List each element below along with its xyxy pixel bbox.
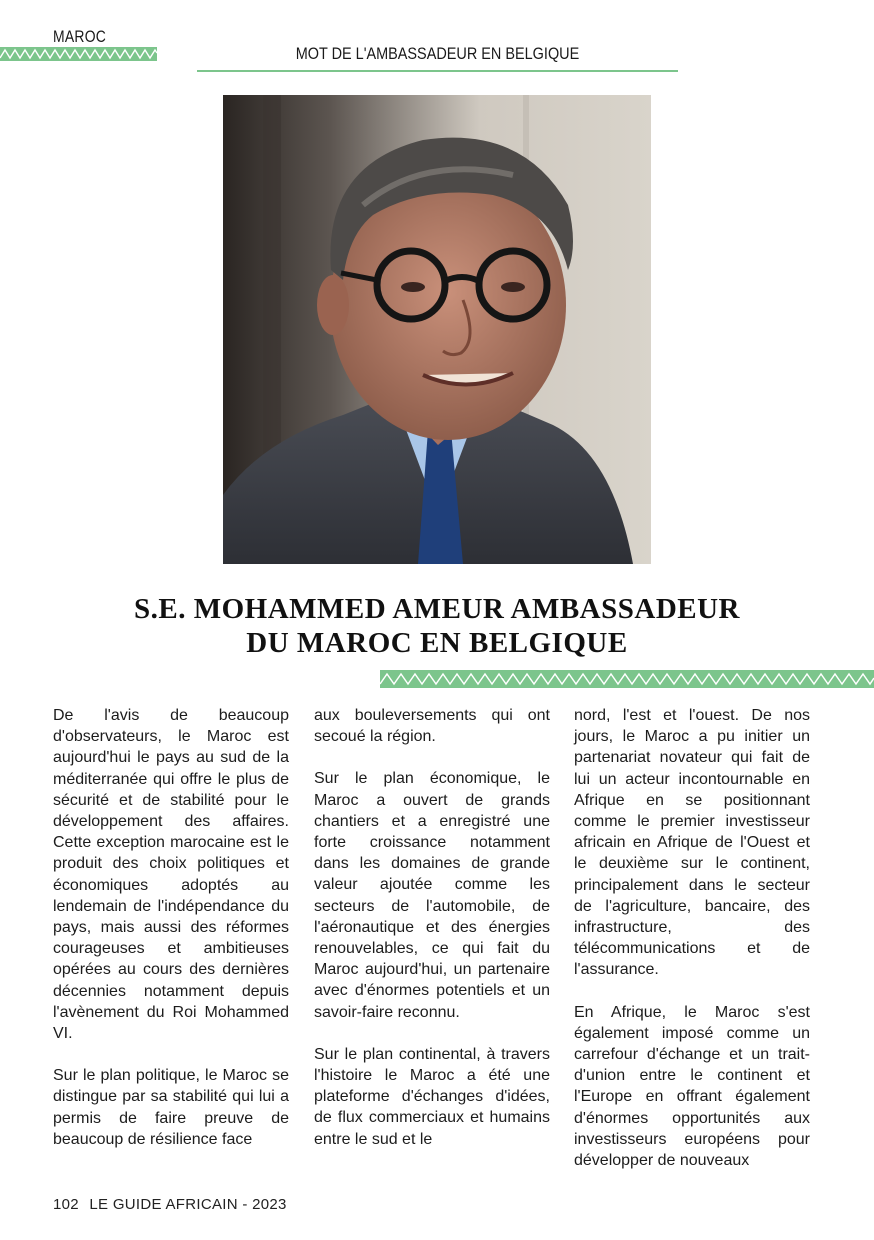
headline <box>0 592 874 660</box>
paragraph: De l'avis de beaucoup d'observateurs, le Maroc est aujourd'hui le pays au sud de la méditerranée qui offre le plus de sécurité et de stabilité pour le développement des affaires. Cette exception marocaine est le produit des choix politiques et économiques adoptés au lendemain de l'indépendance du pays, mais aussi des réformes courageuses et ambitieuses opérées au cours des dernières décennies notamment depuis l'avènement du Roi Mohammed VI. <box>53 707 289 1043</box>
article-column-1 <box>53 705 289 1171</box>
paragraph: nord, l'est et l'ouest. De nos jours, le Maroc a pu initier un partenariat novateur qui fait de lui un acteur incontournable en Afrique en se positionnant comme le premier investisseur africain en Afrique de l'Ouest et le deuxième sur le continent, principalement dans le secteur de l'agriculture, bancaire, des infrastructure, des télécommunications et de l'assurance. <box>574 707 810 979</box>
publication-name: LE GUIDE AFRICAIN - 2023 <box>89 1196 287 1213</box>
article-column-3 <box>574 705 810 1192</box>
page-number: 102 <box>53 1196 79 1213</box>
paragraph: En Afrique, le Maroc s'est également imposé comme un carrefour d'échange et un trait-d'union entre le continent et l'Europe en offrant également d'énormes opportunités aux investisseurs européens pour développer de nouveaux <box>574 1003 810 1170</box>
headline-line-2: DU MAROC EN BELGIQUE <box>246 627 628 659</box>
zigzag-pattern-icon <box>380 670 874 688</box>
page-footer <box>53 1196 293 1213</box>
ambassador-portrait-photo <box>223 95 651 564</box>
paragraph: aux bouleversements qui ont secoué la région. <box>314 707 550 746</box>
header-divider <box>197 70 678 72</box>
page-section-title: MOT DE L'AMBASSADEUR EN BELGIQUE <box>295 44 580 63</box>
paragraph: Sur le plan économique, le Maroc a ouvert de grands chantiers et a enregistré une forte croissance notamment dans les domaines de grande valeur ajoutée comme les secteurs de l'automobile, de l'aéronautique et des énergies renouvelables, ce qui fait du Maroc aujourd'hui, un partenaire avec d'énormes potentiels et un savoir-faire reconnu. <box>314 770 550 1021</box>
paragraph: Sur le plan continental, à travers l'histoire le Maroc a été une plateforme d'échanges d'idées, de flux commerciaux et humains entre le sud et le <box>314 1045 550 1148</box>
section-label: MAROC <box>53 27 107 46</box>
zigzag-pattern-icon <box>0 47 157 61</box>
paragraph: Sur le plan politique, le Maroc se distingue par sa stabilité qui lui a permis de faire preuve de beaucoup de résilience face <box>53 1067 289 1148</box>
article-column-2 <box>314 705 550 1171</box>
headline-line-1: S.E. MOHAMMED AMEUR AMBASSADEUR <box>134 593 740 625</box>
